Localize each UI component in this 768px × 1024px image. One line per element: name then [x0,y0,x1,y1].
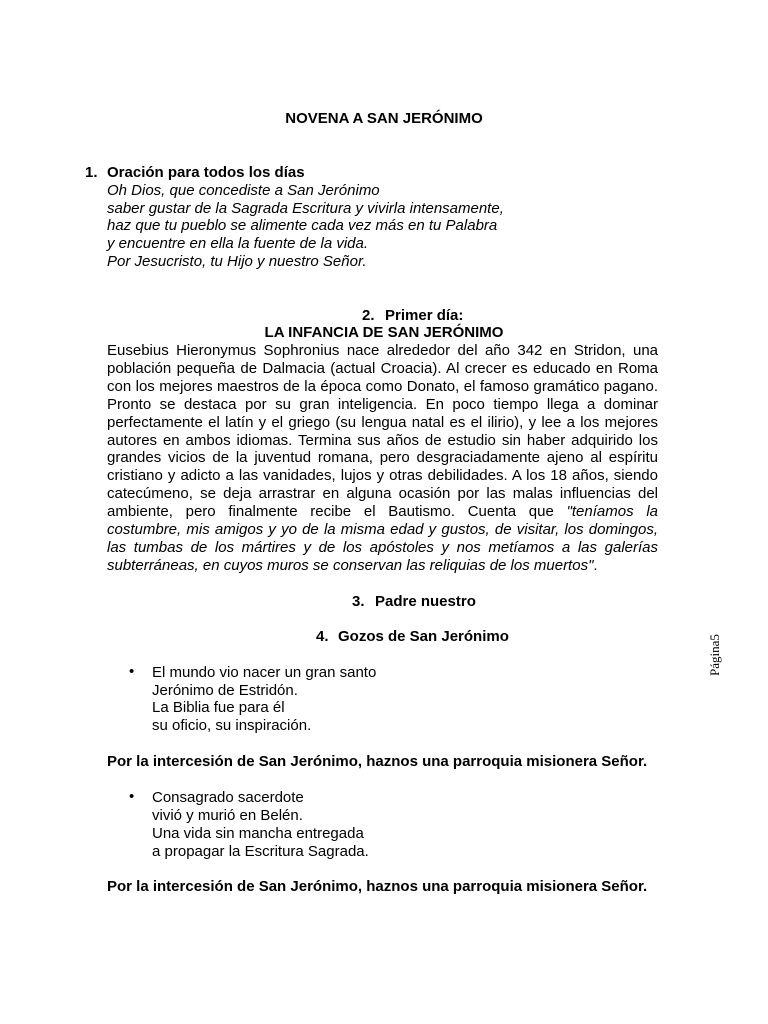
prayer-line-1: Oh Dios, que concediste a San Jerónimo [107,182,380,199]
gozo-1-line-4: su oficio, su inspiración. [152,717,312,734]
section-1-number: 1. [85,164,98,181]
paragraph-quote: "teníamos la costumbre, mis amigos y yo de la misma edad y gustos, de visitar, los domingos, las tumbas de los mártires y de los apóstoles y nos metíamos a las galerías subterráneas, en cuyos muros se conservan las reliquias de los muertos" [107,503,658,574]
paragraph-text: Eusebius Hieronymus Sophronius nace alrededor del año 342 en Stridon, una población pequeña de Dalmacia (actual Croacia). Al crecer es educado en Roma con los mejores maestros de la época como Donato, el famoso gramático pagano. Pronto se destaca por su gran inteligencia. En poco tiempo llega a dominar perfectamente el latín y el griego (su lengua natal es el ilirio), y lee a los mejores autores en ambos idiomas. Termina sus años de estudio sin haber adquirido los grandes vicios de la juventud romana, pero desgraciadamente ajeno al espíritu cristiano y adicto a las vanidades, lujos y otras debilidades. A los 18 años, siendo catecúmeno, se deja arrastrar en alguna ocasión por las malas influencias del ambiente, pero finalmente recibe el Bautismo. Cuenta que [107,342,658,521]
bullet-icon: • [129,788,135,805]
gozo-2-line-1: Consagrado sacerdote [152,789,304,806]
section-2-subheading: LA INFANCIA DE SAN JERÓNIMO [264,324,504,341]
section-4-number: 4. [316,628,329,645]
section-2-paragraph [107,342,658,575]
prayer-line-2: saber gustar de la Sagrada Escritura y vivirla intensamente, [107,200,504,217]
refrain-2: Por la intercesión de San Jerónimo, haznos una parroquia misionera Señor. [107,878,648,895]
gozo-2-line-2: vivió y murió en Belén. [152,807,303,824]
section-1-heading: Oración para todos los días [107,164,305,181]
paragraph-end: . [593,556,598,574]
gozo-2-line-3: Una vida sin mancha entregada [152,825,364,842]
section-4-heading: Gozos de San Jerónimo [338,628,509,645]
page-number: Página5 [707,634,722,676]
page-title: NOVENA A SAN JERÓNIMO [285,110,483,127]
refrain-1: Por la intercesión de San Jerónimo, haznos una parroquia misionera Señor. [107,753,648,770]
gozo-1-line-1: El mundo vio nacer un gran santo [152,664,377,681]
gozo-1-line-3: La Biblia fue para él [152,699,285,716]
prayer-line-4: y encuentre en ella la fuente de la vida. [107,235,369,252]
prayer-line-3: haz que tu pueblo se alimente cada vez más en tu Palabra [107,217,498,234]
section-3-number: 3. [352,593,365,610]
section-2-heading: Primer día: [385,307,464,324]
section-3-heading: Padre nuestro [375,593,476,610]
bullet-icon: • [129,663,135,680]
prayer-line-5: Por Jesucristo, tu Hijo y nuestro Señor. [107,253,367,270]
gozo-2-line-4: a propagar la Escritura Sagrada. [152,843,369,860]
section-2-number: 2. [362,307,375,324]
gozo-1-line-2: Jerónimo de Estridón. [152,682,298,699]
